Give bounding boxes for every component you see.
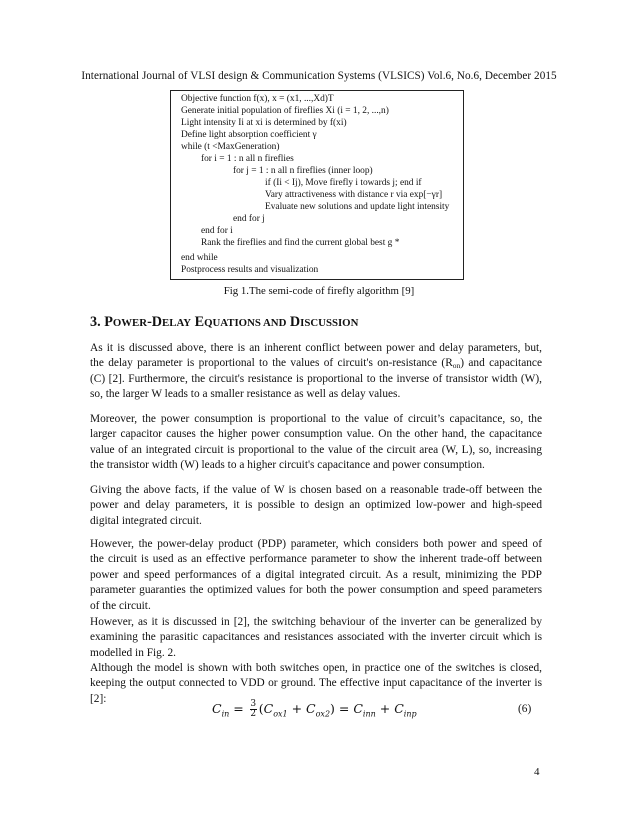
algorithm-line: Objective function f(x), x = (x1, ...,Xd)T — [181, 94, 334, 104]
algorithm-line: while (t <MaxGeneration) — [181, 142, 280, 152]
eq-paren: ) — [330, 701, 335, 716]
algorithm-line: Generate initial population of fireflies Xi (i = 1, 2, ...,n) — [181, 106, 389, 116]
heading-text: D — [151, 314, 163, 330]
algorithm-line: Postprocess results and visualization — [181, 265, 319, 275]
algorithm-line: Evaluate new solutions and update light intensity — [265, 202, 450, 212]
eq-paren: ( — [258, 701, 264, 716]
paragraph — [90, 537, 542, 614]
text-line: power and delay parameters, it is possible to design an optimized low-power and high-speed — [90, 499, 542, 512]
eq-subscript: inp — [403, 709, 417, 719]
figure-caption: Fig 1.The semi-code of firefly algorithm [9] — [223, 285, 415, 297]
algorithm-line: Define light absorption coefficient γ — [181, 130, 317, 140]
heading-text: QUATIONS AND — [204, 317, 287, 329]
text-line: Giving the above facts, if the value of W is chosen based on a reasonable trade-off between the — [90, 484, 542, 496]
text-line: However, as it is discussed in [2], the switching behaviour of the inverter can be generalized by — [90, 616, 542, 628]
paragraph — [90, 341, 542, 403]
eq-symbol: C — [306, 701, 316, 716]
eq-symbol: C — [212, 701, 222, 716]
eq-operator: + — [375, 701, 395, 716]
eq-symbol: C — [353, 701, 363, 716]
fraction-numerator: 3 — [250, 699, 257, 709]
text-span: the delay parameter is proportional to the values of circuit's on-resistance (R — [90, 357, 453, 370]
algorithm-figure — [170, 90, 464, 280]
eq-subscript: ox1 — [273, 709, 288, 719]
page-number: 4 — [534, 766, 540, 778]
algorithm-line: for i = 1 : n all n fireflies — [201, 154, 294, 164]
section-number: 3. — [90, 314, 101, 330]
text-line: of the circuit. — [90, 599, 151, 612]
algorithm-line: Rank the fireflies and find the current global best g * — [201, 238, 400, 248]
equation-6 — [212, 700, 417, 719]
text-line: the circuit is used as an effective performance parameter to show the inherent trade-off between — [90, 553, 542, 566]
heading-text: P — [104, 314, 113, 330]
text-line: modelled in Fig. 2. — [90, 646, 177, 659]
text-line: keeping the output connected to VDD or ground. The effective input capacitance of the inverter is — [90, 677, 542, 690]
eq-operator: + — [287, 701, 307, 716]
text-line: Moreover, the power consumption is proportional to the value of circuit’s capacitance, so, the — [90, 413, 542, 425]
subscript: on — [452, 361, 461, 371]
text-line: so, the larger W leads to a smaller resistance as well as delay values. — [90, 388, 401, 401]
journal-header: International Journal of VLSI design & Communication Systems (VLSICS) Vol.6, No.6, December 2015 — [81, 70, 557, 82]
algorithm-line: end for i — [201, 226, 233, 236]
text-line: Although the model is shown with both switches open, in practice one of the switches is closed, — [90, 662, 542, 674]
text-line: examining the parasitic capacitances and resistances associated with the inverter circuit which is — [90, 631, 542, 644]
eq-subscript: ox2 — [315, 709, 331, 719]
text-line: value of an integrated circuit is proportional to the value of the circuit area (W, L), so, increasing — [90, 443, 542, 456]
eq-symbol: C — [394, 701, 404, 716]
paragraph — [90, 412, 542, 474]
heading-text: ELAY — [162, 317, 192, 329]
algorithm-line: for j = 1 : n all n fireflies (inner loop) — [233, 166, 373, 176]
heading-text: E — [191, 314, 205, 330]
text-line: However, the power-delay product (PDP) parameter, which considers both power and speed of — [90, 538, 542, 550]
algorithm-line: if (Ii < Ij), Move firefly i towards j; end if — [265, 178, 422, 188]
text-line: [2]: — [90, 692, 107, 705]
heading-text: - — [147, 314, 152, 330]
eq-subscript: inn — [362, 709, 376, 719]
fraction-denominator: 2 — [250, 709, 257, 719]
heading-text: OWER — [112, 317, 148, 329]
fraction — [250, 700, 257, 719]
algorithm-line: end while — [181, 253, 218, 263]
text-line: power and speed performances of a digital integrated circuit. As a result, minimizing the PDP — [90, 568, 542, 581]
text-line: the transistor width (W) leads to a higher circuit's capacitance and power consumption. — [90, 459, 485, 472]
eq-operator: = — [229, 701, 248, 716]
heading-text: D — [286, 314, 301, 330]
text-line: (C) [2]. Furthermore, the circuit's resistance is proportional to the inverse of transistor width (W), — [90, 372, 542, 385]
text-line — [90, 356, 542, 371]
paragraph — [90, 483, 542, 529]
section-heading — [90, 314, 358, 331]
algorithm-line: Light intensity Ii at xi is determined by f(xi) — [181, 118, 347, 128]
paragraph — [90, 615, 542, 661]
text-line: larger capacitor causes the higher power consumption value. On the other hand, the capacitance — [90, 428, 542, 441]
equation-number: (6) — [518, 703, 532, 715]
eq-operator: = — [334, 701, 354, 716]
text-line: As it is discussed above, there is an inherent conflict between power and delay parameters, but, — [90, 342, 542, 354]
heading-text: ISCUSSION — [300, 317, 359, 329]
algorithm-line: end for j — [233, 214, 265, 224]
text-span: ) and capacitance — [460, 357, 542, 370]
eq-subscript: in — [221, 709, 230, 719]
eq-symbol: C — [263, 701, 274, 716]
text-line: digital integrated circuit. — [90, 514, 202, 527]
text-line: parameter guaranties the optimized values for both the power consumption and speed parameters — [90, 584, 542, 597]
algorithm-line: Vary attractiveness with distance r via exp[−γr] — [265, 190, 443, 200]
